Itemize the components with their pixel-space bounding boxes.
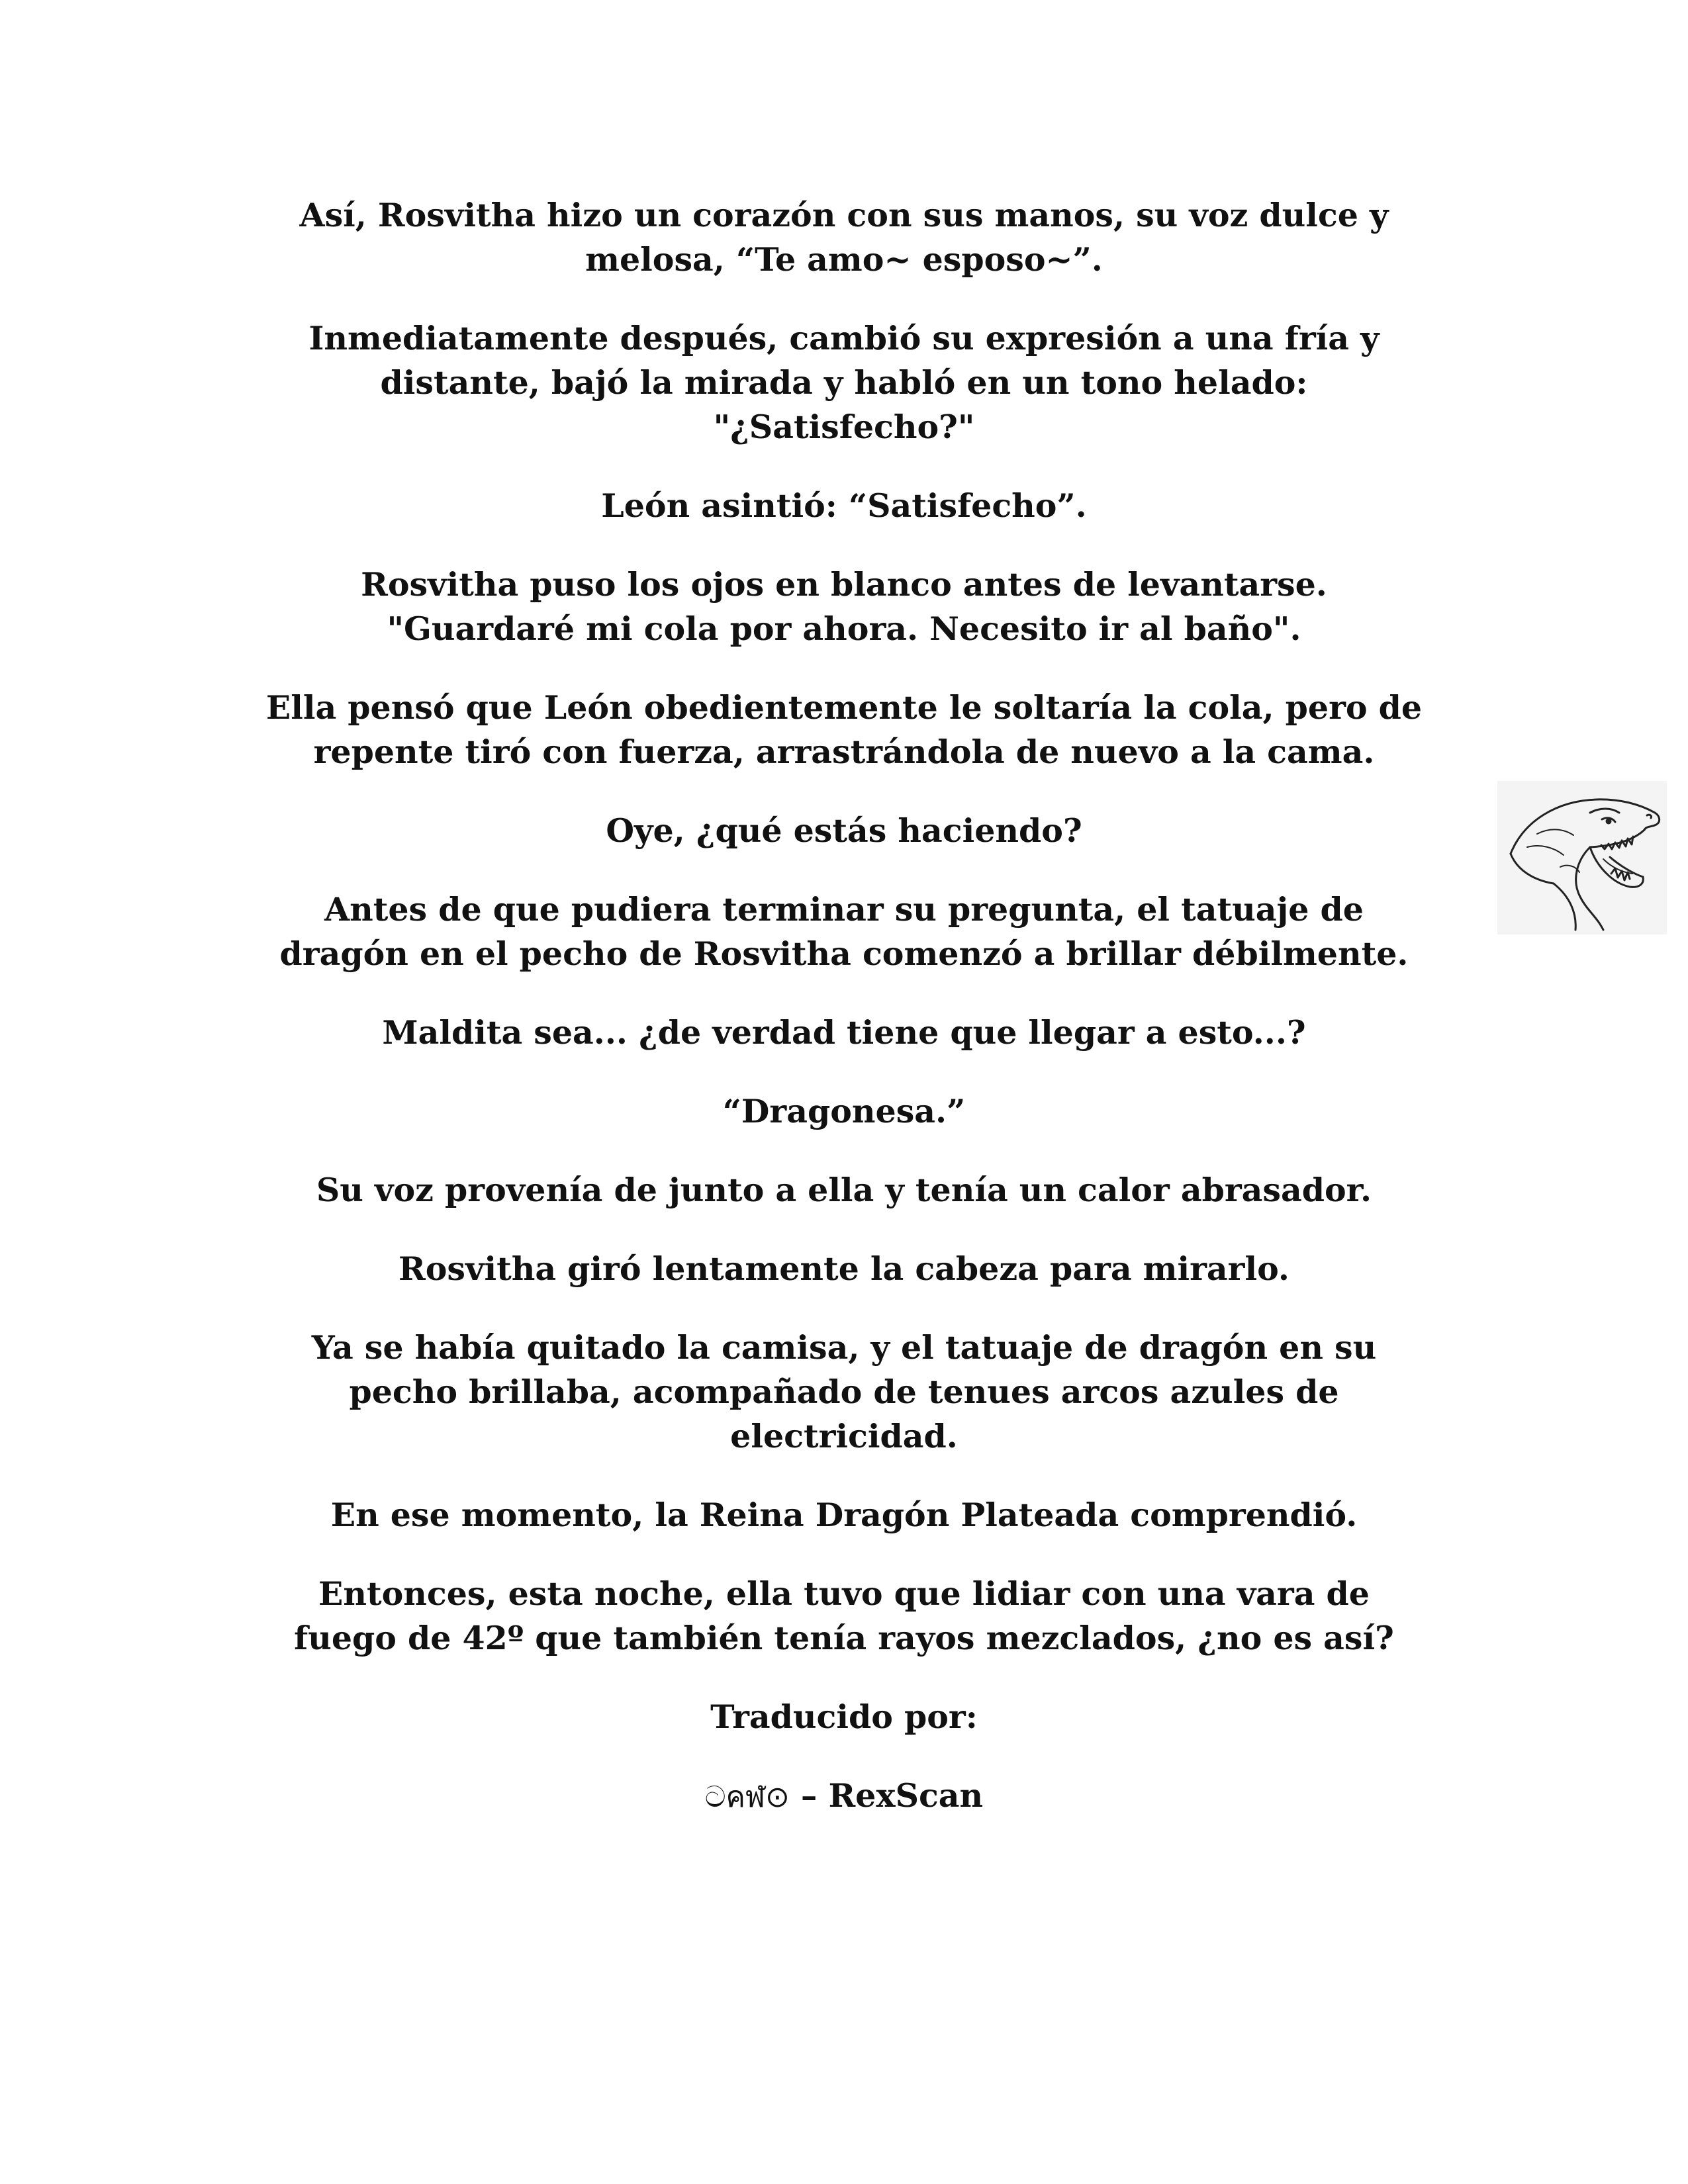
paragraph-8: Maldita sea... ¿de verdad tiene que llegar a esto...? bbox=[382, 1013, 1306, 1052]
paragraph-11: Rosvitha giró lentamente la cabeza para mirarlo. bbox=[399, 1250, 1289, 1288]
dragon-head-icon bbox=[1497, 781, 1667, 934]
paragraph-14: Entonces, esta noche, ella tuvo que lidiar con una vara de fuego de 42º que también tenía rayos mezclados, ¿no es así? bbox=[294, 1574, 1394, 1657]
paragraph-10: Su voz provenía de junto a ella y tenía un calor abrasador. bbox=[316, 1171, 1372, 1209]
paragraph-4: Rosvitha puso los ojos en blanco antes de levantarse. "Guardaré mi cola por ahora. Necesito ir al baño". bbox=[361, 565, 1327, 648]
credits-title: Traducido por: bbox=[710, 1698, 978, 1736]
paragraph-6: Oye, ¿qué estás haciendo? bbox=[606, 811, 1082, 850]
translator-symbol: ටคฬ⊙ bbox=[704, 1780, 790, 1814]
paragraph-13: En ese momento, la Reina Dragón Plateada comprendió. bbox=[330, 1496, 1358, 1534]
translator-name: – RexScan bbox=[789, 1776, 984, 1815]
paragraph-5: Ella pensó que León obedientemente le soltaría la cola, pero de repente tiró con fuerza, arrastrándola de nuevo a la cama. bbox=[265, 688, 1423, 771]
paragraph-7: Antes de que pudiera terminar su pregunta, el tatuaje de dragón en el pecho de Rosvitha comenzó a brillar débilmente. bbox=[279, 890, 1409, 973]
body-text bbox=[199, 193, 1489, 1854]
paragraph-3: León asintió: “Satisfecho”. bbox=[601, 486, 1087, 525]
paragraph-2: Inmediatamente después, cambió su expresión a una fría y distante, bajó la mirada y habló en un tono helado: "¿Satisfecho?" bbox=[308, 319, 1380, 446]
credits-line bbox=[199, 1774, 1489, 1819]
paragraph-1: Así, Rosvitha hizo un corazón con sus manos, su voz dulce y melosa, “Te amo~ esposo~”. bbox=[299, 196, 1389, 279]
paragraph-12: Ya se había quitado la camisa, y el tatuaje de dragón en su pecho brillaba, acompañado de tenues arcos azules de electricidad. bbox=[311, 1328, 1377, 1455]
paragraph-9: “Dragonesa.” bbox=[722, 1092, 966, 1130]
